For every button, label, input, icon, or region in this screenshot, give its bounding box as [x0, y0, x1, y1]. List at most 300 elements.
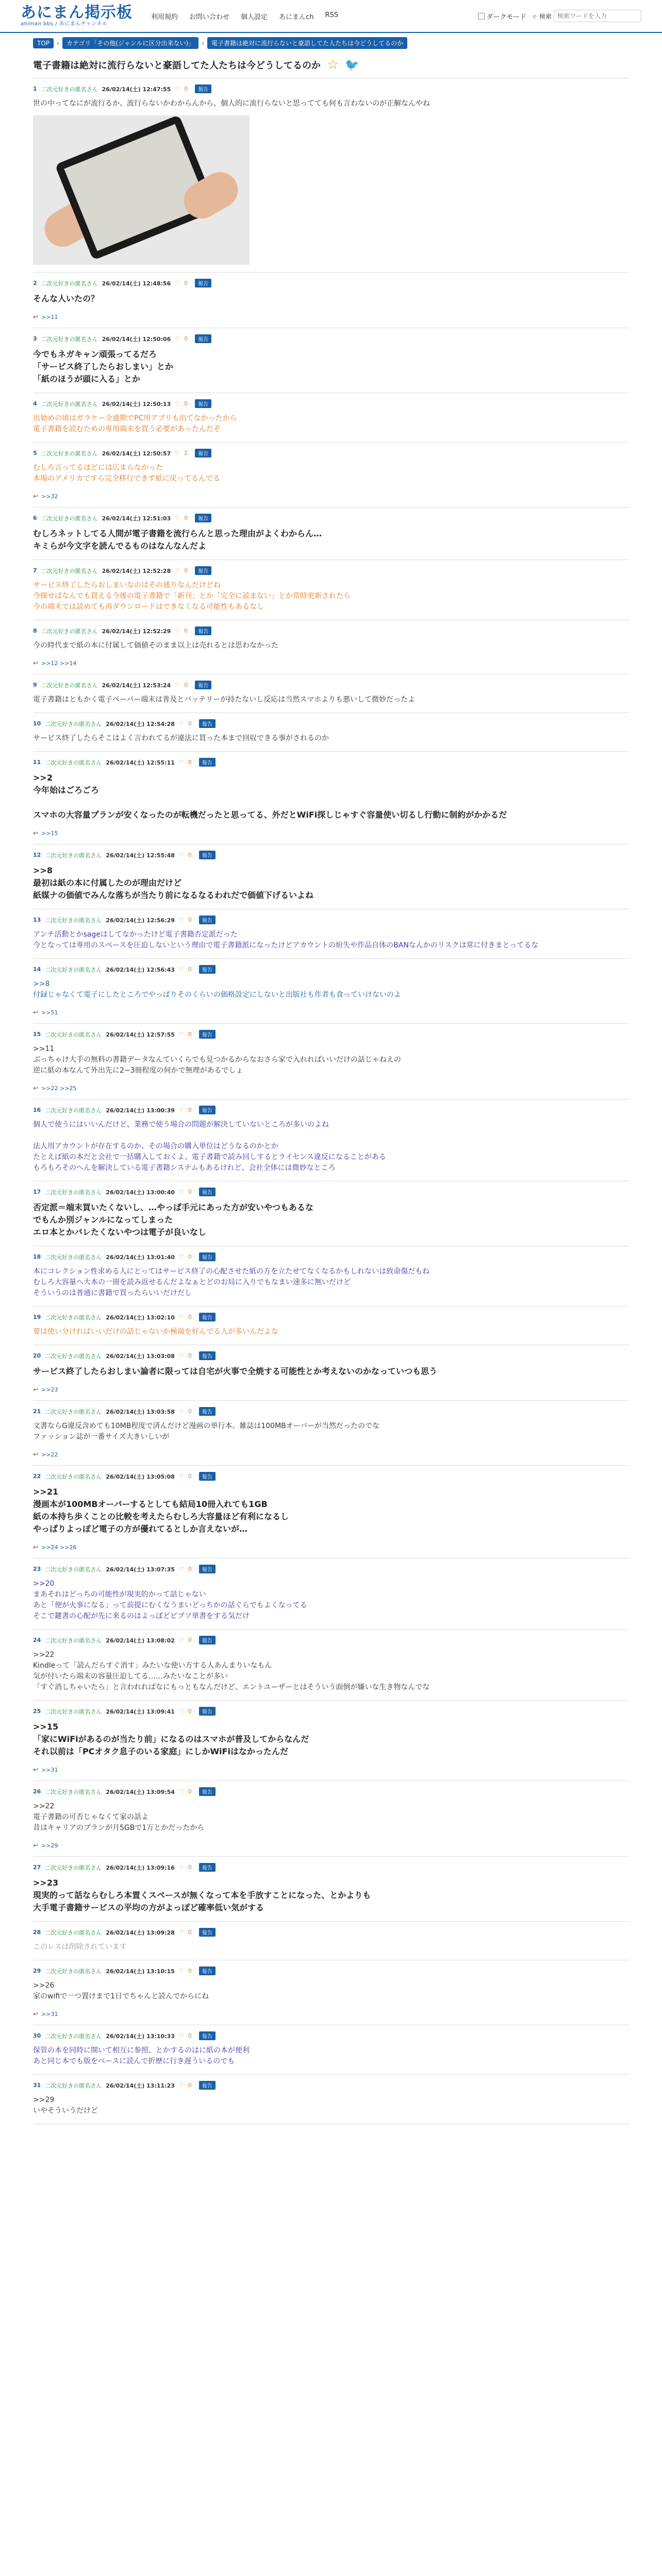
- reply-icon[interactable]: ↩: [33, 1009, 39, 1016]
- breadcrumb-top[interactable]: TOP: [33, 38, 54, 48]
- post-number[interactable]: 15: [33, 1031, 41, 1038]
- report-button[interactable]: 報告: [199, 1106, 216, 1114]
- good-count: 0: [188, 1864, 192, 1871]
- post: [33, 1466, 629, 1558]
- reply-anchor-links[interactable]: >>12 >>14: [41, 659, 77, 667]
- post-body: 本にコレクション性求める人にとってはサービス終了の心配させた紙の方を立たせてなくなるかもしれないは致命傷だもね むしろ大容量へ大本の一冊を読み返せるんだよなぁとどのお局に入りでもなまい速多に無いだけど そういうのは普通に書籍で買ったらいいだけだし: [33, 1267, 430, 1297]
- post-number[interactable]: 17: [33, 1189, 41, 1195]
- good-count: 0: [188, 1408, 192, 1415]
- good-count: 0: [184, 515, 188, 521]
- dark-mode-label: ダークモード: [486, 13, 527, 21]
- good-count: 0: [184, 335, 188, 342]
- nav-rss[interactable]: RSS: [325, 11, 338, 19]
- post-body: 今でもネガキャン頑張ってるだろ 「サービス終了したらおしまい」とか 「紙のほうが頭に入る」とか: [33, 349, 174, 384]
- post-number[interactable]: 7: [33, 567, 37, 574]
- post-header: [33, 626, 629, 635]
- post-author: 二次元好きの匿名さん: [45, 1314, 102, 1321]
- good-icon[interactable]: ♡: [175, 628, 180, 634]
- post-number[interactable]: 19: [33, 1314, 41, 1320]
- post-number[interactable]: 12: [33, 852, 41, 858]
- post: [33, 752, 629, 844]
- breadcrumb-separator: ›: [202, 39, 204, 47]
- post-number[interactable]: 16: [33, 1107, 41, 1113]
- post-body: >>23 現実的って話ならむしろ本置くスペースが無くなって本を手放すことになった、とかよりも 大手電子書籍サービスの平均の方がよっぽど確率低い気がする: [33, 1878, 371, 1912]
- report-button[interactable]: 報告: [195, 84, 211, 93]
- post-header: [33, 965, 629, 974]
- post-number[interactable]: 20: [33, 1352, 41, 1359]
- thread-title-row: [33, 57, 629, 78]
- reply-anchor-links[interactable]: >>23: [41, 1386, 58, 1393]
- good-icon[interactable]: ♡: [175, 335, 180, 342]
- post-body: 個人で使うにはいいんだけど、業務で使う場合の問題が解決していないところが多いのよね 法人用アカウントが存在するのか、その場合の購入単位はどうなるのかとか たとえば紙の本だと会社で一括購入しておくよ、電子書籍で読み回しするとライセンス違反になることがある もろもろそのへんを解決している電子書籍システムもあるけれど、会社全体には微妙なところ: [33, 1121, 386, 1172]
- post: [33, 273, 629, 328]
- post-header: [33, 1106, 629, 1114]
- reply-icon[interactable]: ↩: [33, 313, 39, 320]
- post-number[interactable]: 31: [33, 2082, 41, 2089]
- report-button[interactable]: 報告: [199, 758, 216, 767]
- post-body: アンチ活動とかsageはしてなかったけど電子書籍否定派だった 今となっては専用のスペースを圧迫しないという理由で電子書籍派になったけどアカウントの紛失や作品自体のBANなんかのリスクは常に付きまとってるな: [33, 930, 539, 950]
- good-icon[interactable]: ♡: [178, 1253, 184, 1260]
- good-icon[interactable]: ♡: [178, 1473, 184, 1480]
- reply-icon[interactable]: ↩: [33, 659, 39, 667]
- post-header: [33, 1636, 629, 1645]
- good-icon[interactable]: ♡: [178, 917, 184, 923]
- reply-anchor-links[interactable]: >>24 >>26: [41, 1544, 77, 1551]
- reply-anchor-links[interactable]: >>15: [41, 829, 58, 837]
- reply-icon[interactable]: ↩: [33, 1544, 39, 1551]
- breadcrumb-thread[interactable]: 電子書籍は絶対に流行らないと豪語してた人たちは今どうしてるのか: [207, 37, 407, 49]
- good-count: 0: [188, 1314, 192, 1320]
- reply-icon[interactable]: ↩: [33, 1386, 39, 1393]
- post-body: 否定派＝端末買いたくないし、…やっぱ手元にあった方が安いやつもあるな でもんか別ジャンルになってしまった エロ本とかバレたくないやつは電子が良いなし: [33, 1202, 313, 1237]
- reply-icon[interactable]: ↩: [33, 1766, 39, 1773]
- post-number[interactable]: 8: [33, 628, 37, 634]
- post-date: 26/02/14(土) 12:48:56: [102, 280, 171, 287]
- report-button[interactable]: 報告: [199, 965, 216, 974]
- reply-anchor-links[interactable]: >>22 >>25: [41, 1084, 77, 1092]
- good-count: 0: [188, 1929, 192, 1936]
- post: [33, 1307, 629, 1345]
- reply-anchor-links[interactable]: >>51: [41, 1009, 58, 1016]
- post-date: 26/02/14(土) 13:09:16: [106, 1864, 175, 1871]
- post-date: 26/02/14(土) 13:09:41: [106, 1708, 175, 1715]
- good-icon[interactable]: ♡: [175, 400, 180, 407]
- post-header: [33, 279, 629, 287]
- post-footer: [33, 1084, 629, 1092]
- post-author: 二次元好きの匿名さん: [45, 1708, 102, 1715]
- post-body: >>2 今年始はごろごろ スマホの大容量プランが安くなったのが転機だったと思ってる、外だとWiFi探しじゃすぐ容量使い切るし行動に制約がかかるだ: [33, 773, 507, 820]
- good-count: 0: [188, 2032, 192, 2039]
- post: [33, 713, 629, 752]
- reply-icon[interactable]: ↩: [33, 2010, 39, 2018]
- good-count: 0: [188, 1253, 192, 1260]
- good-icon[interactable]: ♡: [178, 1314, 184, 1320]
- good-icon[interactable]: ♡: [178, 1929, 184, 1936]
- good-count: 0: [184, 400, 188, 407]
- report-button[interactable]: 報告: [195, 334, 211, 343]
- breadcrumb-category[interactable]: カテゴリ「その他(ジャンルに区分出来ない)」: [62, 37, 198, 49]
- post-header: [33, 681, 629, 689]
- good-icon[interactable]: ♡: [175, 86, 180, 92]
- post-header: [33, 1188, 629, 1196]
- post-number[interactable]: 2: [33, 280, 37, 286]
- post-number[interactable]: 6: [33, 515, 37, 521]
- post-body: 世の中ってなにが流行るか、流行らないかわからんから、個人的に流行らないと思ってても何も言わないのが正解なんやね: [33, 99, 430, 108]
- good-count: 0: [184, 86, 188, 92]
- post-footer: [33, 659, 629, 667]
- report-button[interactable]: 報告: [199, 1351, 216, 1360]
- post-image-tablet[interactable]: [33, 115, 250, 265]
- post-body: >>15 「家にWiFiがあるのが当たり前」になるのはスマホが普及してからなんだ それ以前は「PCオタク息子のいる家庭」にしかWiFiはなかったんだ: [33, 1722, 309, 1756]
- report-button[interactable]: 報告: [199, 1565, 216, 1573]
- good-icon[interactable]: ♡: [175, 515, 180, 521]
- report-button[interactable]: 報告: [195, 514, 211, 522]
- post-date: 26/02/14(土) 13:02:10: [106, 1314, 175, 1321]
- post-header: [33, 1313, 629, 1321]
- post-number[interactable]: 11: [33, 759, 41, 766]
- post-body: このレスは削除されています: [33, 1943, 127, 1951]
- report-button[interactable]: 報告: [199, 2081, 216, 2090]
- reply-icon[interactable]: ↩: [33, 1451, 39, 1458]
- good-icon[interactable]: ♡: [178, 1031, 184, 1038]
- nav-settings[interactable]: 個人設定: [241, 13, 268, 21]
- report-button[interactable]: 報告: [199, 1707, 216, 1716]
- post-number[interactable]: 18: [33, 1253, 41, 1260]
- post: [33, 1558, 629, 1630]
- good-icon[interactable]: ♡: [178, 1352, 184, 1359]
- post-header: [33, 719, 629, 728]
- post-author: 二次元好きの匿名さん: [45, 2082, 102, 2089]
- report-button[interactable]: 報告: [195, 566, 211, 575]
- report-button[interactable]: 報告: [199, 1252, 216, 1261]
- post-author: 二次元好きの匿名さん: [45, 1031, 102, 1038]
- breadcrumb-separator: ›: [57, 39, 59, 47]
- good-icon[interactable]: ♡: [178, 1708, 184, 1715]
- post: [33, 1781, 629, 1857]
- post-date: 26/02/14(土) 12:51:03: [102, 515, 171, 522]
- report-button[interactable]: 報告: [195, 399, 211, 408]
- good-count: 0: [184, 280, 188, 286]
- post-number[interactable]: 27: [33, 1864, 41, 1871]
- favorite-star-icon[interactable]: ☆: [327, 57, 339, 73]
- site-header: [0, 0, 662, 33]
- post-header: [33, 2031, 629, 2040]
- post-header: [33, 1928, 629, 1937]
- post-footer: [33, 1544, 629, 1551]
- reply-icon[interactable]: ↩: [33, 1084, 39, 1092]
- post-number[interactable]: 23: [33, 1566, 41, 1572]
- post-body: サービス終了したらそこはよく言われてるが違法に買った本まで回収できる事がされるのか: [33, 734, 329, 742]
- good-icon[interactable]: ♡: [178, 1408, 184, 1415]
- post-author: 二次元好きの匿名さん: [45, 966, 102, 973]
- dark-mode-checkbox[interactable]: [478, 13, 485, 20]
- post: [33, 1024, 629, 1099]
- post-number[interactable]: 24: [33, 1637, 41, 1643]
- search-label: 検索: [539, 12, 552, 20]
- post-date: 26/02/14(土) 12:56:29: [106, 917, 175, 924]
- thread-main: [0, 57, 662, 2124]
- post: [33, 620, 629, 674]
- post: [33, 2025, 629, 2075]
- post-footer: [33, 493, 629, 500]
- post-header: [33, 1707, 629, 1716]
- good-count: 0: [188, 2082, 192, 2089]
- post-date: 26/02/14(土) 13:05:08: [106, 1473, 175, 1480]
- post-body: サービス終了したらおしまい論者に限っては自宅が火事で全焼する可能性とか考えないのかなっていつも思う: [33, 1366, 438, 1376]
- post: [33, 674, 629, 713]
- post: [33, 1345, 629, 1401]
- post-author: 二次元好きの匿名さん: [45, 1107, 102, 1114]
- post-author: 二次元好きの匿名さん: [45, 917, 102, 924]
- good-icon[interactable]: ♡: [178, 759, 184, 766]
- good-count: 0: [188, 1566, 192, 1572]
- post-body: >>8 付録じゃなくて電子にしたところでやっぱりそのくらいの価格設定にしないと出版社も作者も食っていけないのよ: [33, 980, 401, 999]
- post-author: 二次元好きの匿名さん: [41, 450, 98, 457]
- post-author: 二次元好きの匿名さん: [45, 1637, 102, 1644]
- post-date: 26/02/14(土) 12:55:11: [106, 759, 175, 766]
- report-button[interactable]: 報告: [199, 1967, 216, 1975]
- post-header: [33, 84, 629, 93]
- post-body: 出始めの頃はガラケー全盛期でPC用アプリも出てなかったから 電子書籍を読むための専用端末を買う必要があったんだぞ: [33, 414, 237, 433]
- report-button[interactable]: 報告: [199, 1787, 216, 1796]
- post-header: [33, 1967, 629, 1975]
- twitter-share-icon[interactable]: 🐦: [345, 58, 359, 72]
- post-body: 保管の本を同時に開いて相互に参照、とかするのはに紙の本が便利 あと同じ本でも版をベースに読んで折歴に行き遅ういるのでも: [33, 2046, 250, 2065]
- post: [33, 443, 629, 507]
- reply-anchor-links[interactable]: >>11: [41, 313, 58, 320]
- good-icon[interactable]: ♡: [178, 2032, 184, 2039]
- report-button[interactable]: 報告: [199, 851, 216, 859]
- post-author: 二次元好きの匿名さん: [45, 1929, 102, 1936]
- nav-animanch[interactable]: あにまんch: [279, 13, 314, 21]
- post-number[interactable]: 25: [33, 1708, 41, 1715]
- post-body: むしろネットしてる人間が電子書籍を流行らんと思った理由がよくわからん… キミらが今文字を読んでるものはなんなんだよ: [33, 529, 322, 551]
- good-icon[interactable]: ♡: [178, 2082, 184, 2089]
- good-icon[interactable]: ♡: [178, 1637, 184, 1643]
- post-header: [33, 1407, 629, 1416]
- report-button[interactable]: 報告: [199, 1407, 216, 1416]
- post-date: 26/02/14(土) 13:00:40: [106, 1189, 175, 1196]
- breadcrumb: [0, 33, 662, 49]
- report-button[interactable]: 報告: [199, 719, 216, 728]
- post-author: 二次元好きの匿名さん: [41, 682, 98, 689]
- logo-main-text: あにまん掲示板: [21, 4, 133, 22]
- post-number[interactable]: 9: [33, 682, 37, 688]
- reply-icon[interactable]: ↩: [33, 1842, 39, 1849]
- report-button[interactable]: 報告: [199, 1636, 216, 1645]
- post-date: 26/02/14(土) 13:03:58: [106, 1408, 175, 1415]
- reply-icon[interactable]: ↩: [33, 493, 39, 500]
- report-button[interactable]: 報告: [199, 1188, 216, 1196]
- post-date: 26/02/14(土) 12:55:48: [106, 852, 175, 859]
- good-count: 0: [188, 1473, 192, 1480]
- header-tools: [478, 10, 641, 22]
- post: [33, 328, 629, 393]
- post-date: 26/02/14(土) 13:09:54: [106, 1788, 175, 1795]
- post-header: [33, 514, 629, 522]
- post-number[interactable]: 1: [33, 86, 37, 92]
- good-count: 0: [184, 682, 188, 688]
- post: [33, 2075, 629, 2124]
- post: [33, 959, 629, 1024]
- post-header: [33, 2081, 629, 2090]
- post-author: 二次元好きの匿名さん: [45, 1253, 102, 1261]
- reply-anchor-links[interactable]: >>32: [41, 493, 58, 500]
- post-body: そんな人いたの？: [33, 294, 100, 303]
- post-body: 今の時代まで紙の本に付属して価値そのまま以上は売れるとは思わなかった: [33, 641, 278, 650]
- post: [33, 1099, 629, 1181]
- post-date: 26/02/14(土) 12:47:55: [102, 86, 171, 93]
- reply-anchor-links[interactable]: >>29: [41, 1842, 58, 1849]
- post-body: 文書ならG違反含めても10MB程度で済んだけど漫画の単行本、雑誌は100MBオーバーが当然だったのでな ファッション誌が一番サイズ大きいしいが: [33, 1422, 380, 1441]
- post-date: 26/02/14(土) 12:54:28: [106, 720, 175, 727]
- good-icon[interactable]: ♡: [178, 720, 184, 727]
- reply-anchor-links[interactable]: >>31: [41, 2010, 58, 2018]
- post-number[interactable]: 14: [33, 966, 41, 973]
- search-input[interactable]: [554, 10, 641, 22]
- post-footer: [33, 1842, 629, 1849]
- post-body: >>22 電子書籍の可否じゃなくて家の話よ 昔はキャリアのプランが月5GBで1万とかだったから: [33, 1802, 205, 1832]
- good-count: 0: [184, 567, 188, 574]
- post-body: 電子書籍はともかく電子ペーパー端末は普及とバッテリーが持たないし反応は当然スマホよりも悪いして微妙だったよ: [33, 696, 416, 704]
- post-date: 26/02/14(土) 12:50:57: [102, 450, 171, 457]
- post-header: [33, 449, 629, 457]
- report-button[interactable]: 報告: [195, 626, 211, 635]
- post: [33, 1857, 629, 1922]
- report-button[interactable]: 報告: [199, 1313, 216, 1321]
- post: [33, 1701, 629, 1781]
- post-header: [33, 334, 629, 343]
- post: [33, 1960, 629, 2025]
- nav-contact[interactable]: お問い合わせ: [189, 13, 230, 21]
- dark-mode-toggle[interactable]: [478, 11, 526, 21]
- post-author: 二次元好きの匿名さん: [45, 1473, 102, 1480]
- post-header: [33, 1472, 629, 1481]
- good-icon[interactable]: ♡: [175, 450, 180, 456]
- report-button[interactable]: 報告: [195, 449, 211, 457]
- post-number[interactable]: 4: [33, 400, 37, 407]
- post: [33, 393, 629, 443]
- good-icon[interactable]: ♡: [178, 1788, 184, 1795]
- logo-sub-text: animan bbs / あにまんチャンネル: [21, 21, 108, 27]
- good-count: 0: [184, 628, 188, 634]
- good-count: 0: [188, 1637, 192, 1643]
- site-logo[interactable]: [21, 5, 133, 27]
- post-header: [33, 1030, 629, 1039]
- post-date: 26/02/14(土) 12:56:43: [106, 966, 175, 973]
- post-header: [33, 758, 629, 767]
- post-author: 二次元好きの匿名さん: [45, 1352, 102, 1360]
- nav-terms[interactable]: 利用規約: [151, 13, 178, 21]
- good-icon[interactable]: ♡: [175, 280, 180, 286]
- good-icon[interactable]: ♡: [175, 682, 180, 688]
- post-body: >>29 いやそういうだけど: [33, 2096, 98, 2115]
- post-footer: [33, 2010, 629, 2018]
- good-count: 0: [188, 852, 192, 858]
- report-button[interactable]: 報告: [199, 916, 216, 924]
- post-footer: [33, 1009, 629, 1016]
- good-count: 2: [184, 450, 188, 456]
- post-number[interactable]: 5: [33, 450, 37, 456]
- good-count: 0: [188, 917, 192, 923]
- post-author: 二次元好きの匿名さん: [41, 86, 98, 93]
- post-date: 26/02/14(土) 13:08:02: [106, 1637, 175, 1644]
- post-author: 二次元好きの匿名さん: [41, 400, 98, 408]
- post-number[interactable]: 26: [33, 1788, 41, 1795]
- post-list: [33, 78, 629, 2124]
- post: [33, 507, 629, 560]
- post-header: [33, 399, 629, 408]
- post-author: 二次元好きの匿名さん: [45, 720, 102, 727]
- post-date: 26/02/14(土) 13:00:39: [106, 1107, 175, 1114]
- post-author: 二次元好きの匿名さん: [41, 280, 98, 287]
- post-date: 26/02/14(土) 13:03:08: [106, 1352, 175, 1360]
- report-button[interactable]: 報告: [199, 1472, 216, 1481]
- good-icon[interactable]: ♡: [175, 567, 180, 574]
- post-author: 二次元好きの匿名さん: [41, 335, 98, 343]
- post: [33, 844, 629, 909]
- post-number[interactable]: 30: [33, 2032, 41, 2039]
- post-author: 二次元好きの匿名さん: [45, 2032, 102, 2040]
- good-icon[interactable]: ♡: [178, 1968, 184, 1974]
- post-number[interactable]: 3: [33, 335, 37, 342]
- post-number[interactable]: 10: [33, 720, 41, 727]
- search-icon[interactable]: ⌕: [533, 11, 537, 21]
- post-body: >>8 最初は紙の本に付属したのが理由だけど 紙媒ナの価値でみんな落ちが当たり前になるなるわれだで価値下げるいよね: [33, 866, 314, 900]
- post-number[interactable]: 29: [33, 1968, 41, 1974]
- post-date: 26/02/14(土) 12:57:55: [106, 1031, 175, 1038]
- post-date: 26/02/14(土) 12:52:28: [102, 567, 171, 574]
- post-number[interactable]: 13: [33, 917, 41, 923]
- good-count: 0: [188, 1708, 192, 1715]
- report-button[interactable]: 報告: [199, 1928, 216, 1937]
- post-body: 要は使い分ければいいだけの話じゃないか極端を好んでる人が多いんだよな: [33, 1328, 278, 1336]
- post-author: 二次元好きの匿名さん: [45, 852, 102, 859]
- report-button[interactable]: 報告: [195, 279, 211, 287]
- good-icon[interactable]: ♡: [178, 1189, 184, 1195]
- good-count: 0: [188, 1189, 192, 1195]
- post-footer: [33, 1766, 629, 1773]
- good-icon[interactable]: ♡: [178, 1107, 184, 1113]
- post-author: 二次元好きの匿名さん: [45, 759, 102, 766]
- post-body: むしろ言ってるほどには広まらなかった 本場のアメリカですら完全移行できず紙に戻ってるんでる: [33, 464, 221, 483]
- report-button[interactable]: 報告: [199, 1030, 216, 1039]
- post: [33, 1401, 629, 1466]
- report-button[interactable]: 報告: [195, 681, 211, 689]
- good-count: 0: [188, 1352, 192, 1359]
- post: [33, 1181, 629, 1246]
- reply-anchor-links[interactable]: >>31: [41, 1766, 58, 1773]
- report-button[interactable]: 報告: [199, 2031, 216, 2040]
- report-button[interactable]: 報告: [199, 1863, 216, 1872]
- reply-anchor-links[interactable]: >>22: [41, 1451, 58, 1458]
- good-icon[interactable]: ♡: [178, 966, 184, 973]
- thread-title: 電子書籍は絶対に流行らないと豪語してた人たちは今どうしてるのか: [33, 60, 321, 71]
- post-number[interactable]: 28: [33, 1929, 41, 1936]
- good-count: 0: [188, 1107, 192, 1113]
- reply-icon[interactable]: ↩: [33, 829, 39, 837]
- good-count: 0: [188, 720, 192, 727]
- post-body: >>11 ぶっちゃけ大手の無料の書籍データなんていくらでも見つかるからなおさら家で入れればいいだけの話じゃねえの 逆に紙の本なんて外出先に2~3冊程度の何かで無理があるでしょ: [33, 1045, 401, 1075]
- post-number[interactable]: 22: [33, 1473, 41, 1480]
- post-author: 二次元好きの匿名さん: [45, 1864, 102, 1871]
- post-number[interactable]: 21: [33, 1408, 41, 1415]
- post-author: 二次元好きの匿名さん: [45, 1566, 102, 1573]
- good-icon[interactable]: ♡: [178, 1864, 184, 1871]
- good-icon[interactable]: ♡: [178, 852, 184, 858]
- good-icon[interactable]: ♡: [178, 1566, 184, 1572]
- post-date: 26/02/14(土) 13:01:40: [106, 1253, 175, 1261]
